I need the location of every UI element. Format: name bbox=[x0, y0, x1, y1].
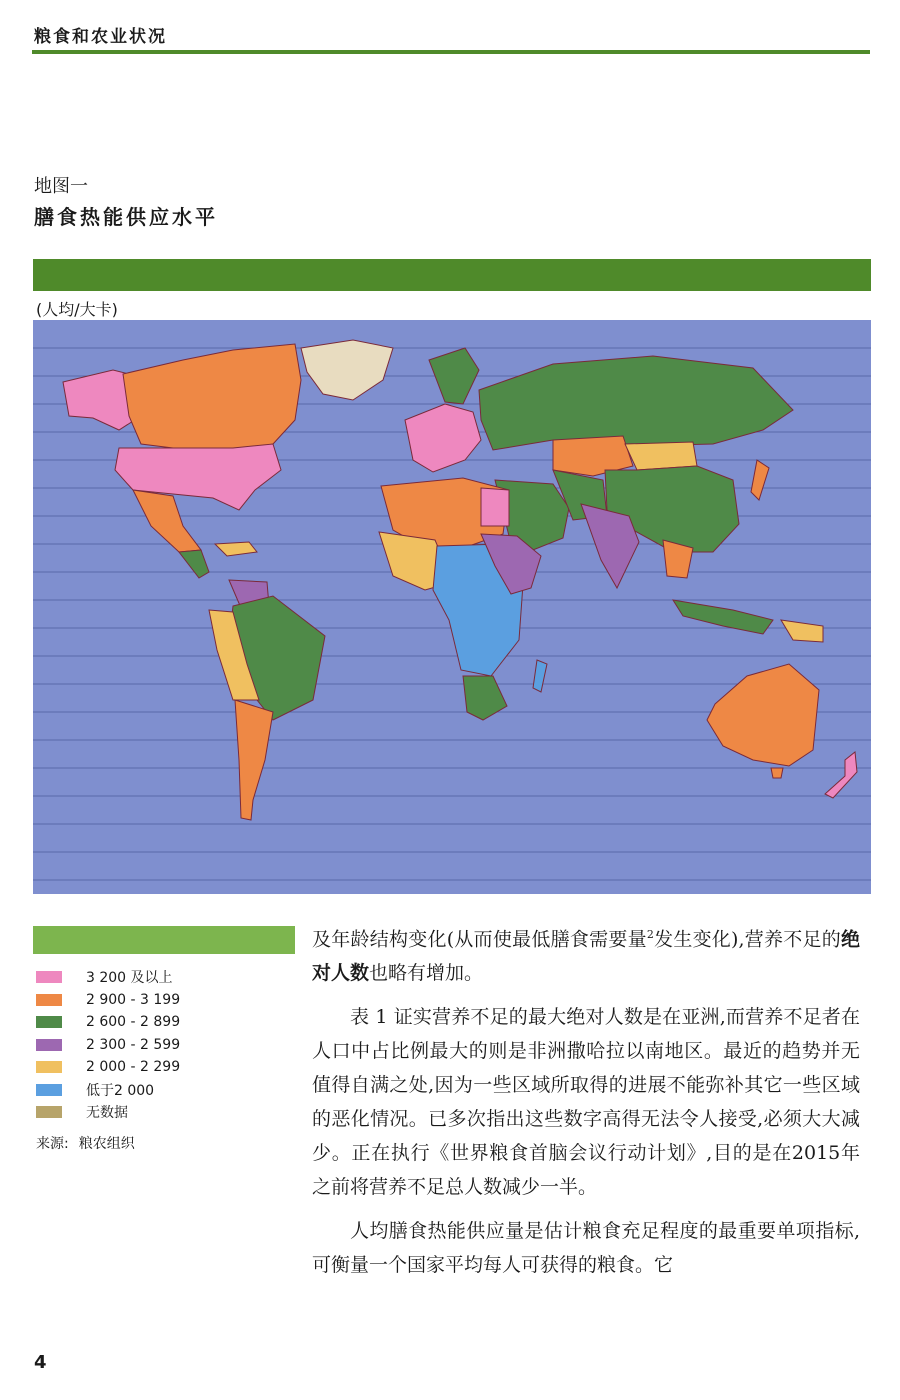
legend-swatch bbox=[36, 1016, 62, 1028]
legend-swatch bbox=[36, 1039, 62, 1051]
legend-swatch bbox=[36, 1084, 62, 1096]
legend-label: 2 900 - 3 199 bbox=[86, 991, 181, 1008]
header-rule bbox=[32, 50, 870, 54]
legend-swatch bbox=[36, 971, 62, 983]
egypt bbox=[481, 488, 509, 526]
legend-band bbox=[33, 926, 295, 954]
legend-label: 无数据 bbox=[86, 1105, 128, 1122]
legend-item bbox=[36, 1034, 296, 1057]
legend-label: 3 200 及以上 bbox=[86, 970, 173, 987]
p1-part-b: 发生变化),营养不足的 bbox=[653, 928, 841, 951]
world-map bbox=[33, 320, 871, 894]
legend-item bbox=[36, 1079, 296, 1102]
page-number: 4 bbox=[34, 1352, 47, 1373]
mongolia bbox=[625, 442, 697, 470]
map-title: 膳食热能供应水平 bbox=[34, 205, 218, 229]
paragraph-3: 人均膳食热能供应量是估计粮食充足程度的最重要单项指标,可衡量一个国家平均每人可获得的粮食。它 bbox=[312, 1220, 860, 1277]
tasmania bbox=[771, 768, 783, 778]
legend-swatch bbox=[36, 1061, 62, 1073]
body-text bbox=[312, 918, 860, 1292]
legend-swatch bbox=[36, 1106, 62, 1118]
legend-label: 2 300 - 2 599 bbox=[86, 1036, 181, 1053]
running-title: 粮食和农业状况 bbox=[34, 27, 167, 47]
legend-item bbox=[36, 1101, 296, 1124]
paragraph-2: 表 1 证实营养不足的最大绝对人数是在亚洲,而营养不足者在人口中占比例最大的则是非洲撒哈拉以南地区。最近的趋势并无值得自满之处,因为一些区域所取得的进展不能弥补其它一些区域的恶化情况。已多次指出这些数字高得无法令人接受,必须大大减少。正在执行《世界粮食首脑会议行动计划》,目的是在2015年之前将营养不足总人数减少一半。 bbox=[312, 1006, 860, 1199]
legend-item bbox=[36, 1056, 296, 1079]
map-title-band bbox=[33, 259, 871, 291]
legend-item bbox=[36, 966, 296, 989]
legend-label: 2 600 - 2 899 bbox=[86, 1014, 181, 1031]
source-label: 来源: bbox=[36, 1136, 69, 1152]
source-value: 粮农组织 bbox=[78, 1136, 135, 1152]
p1-bold: 绝对人数 bbox=[312, 928, 860, 985]
footnote-ref: 2 bbox=[646, 928, 654, 941]
legend-item bbox=[36, 989, 296, 1012]
map-label: 地图一 bbox=[34, 176, 88, 197]
map-source bbox=[36, 1133, 145, 1153]
p1-part-a: 及年龄结构变化(从而使最低膳食需要量 bbox=[312, 928, 647, 951]
legend-swatch bbox=[36, 994, 62, 1006]
map-legend bbox=[36, 966, 296, 1124]
legend-item bbox=[36, 1011, 296, 1034]
map-unit: (人均/大卡) bbox=[36, 300, 118, 319]
legend-label: 2 000 - 2 299 bbox=[86, 1059, 181, 1076]
paragraph-1 bbox=[312, 918, 860, 990]
p1-part-c: 也略有增加。 bbox=[369, 962, 484, 985]
legend-label: 低于2 000 bbox=[86, 1082, 155, 1099]
